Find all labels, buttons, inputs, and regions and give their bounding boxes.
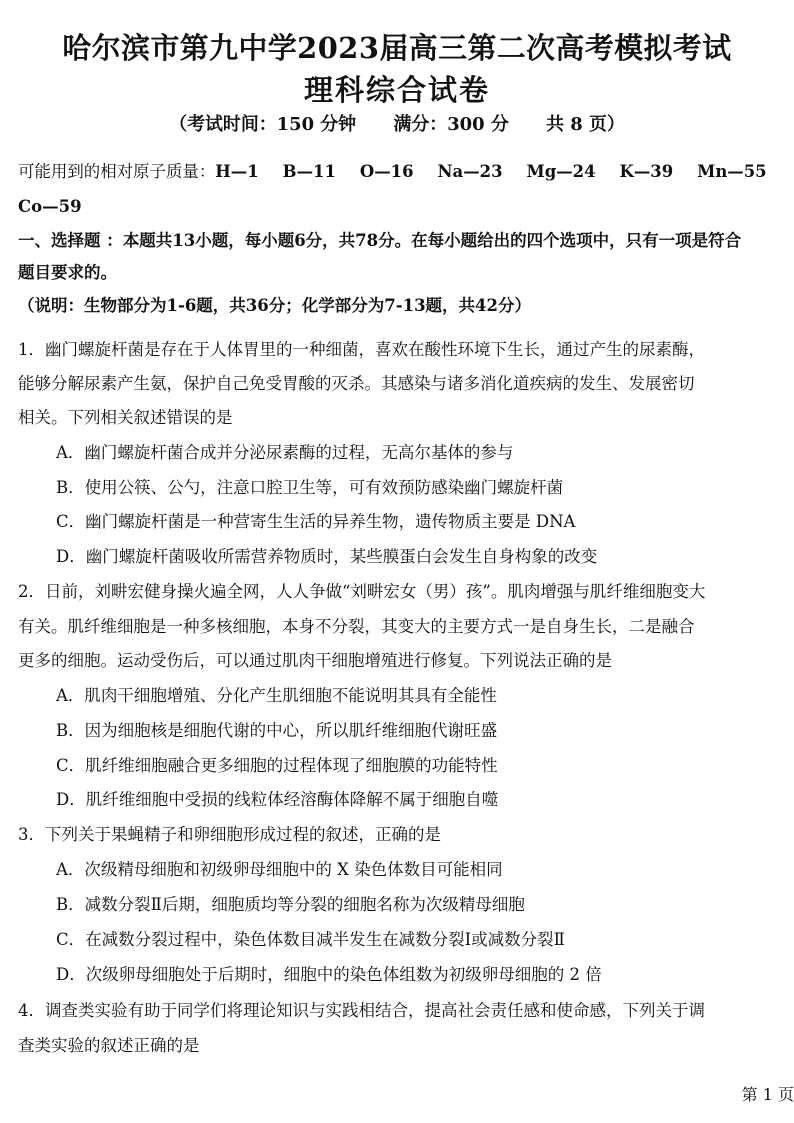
atomic-mass-b: B—11: [282, 162, 336, 181]
question-1-option-a: A．幽门螺旋杆菌合成并分泌尿素酶的过程，无高尔基体的参与: [56, 443, 514, 462]
exam-subtitle: 理科综合试卷: [303, 73, 490, 107]
question-2-stem: 2．日前，刘畊宏健身操火遍全网，人人争做“刘畊宏女（男）孩”。肌肉增强与肌纤维细胞变大: [18, 582, 706, 601]
question-2-option-a: A．肌肉干细胞增殖、分化产生肌细胞不能说明其具有全能性: [56, 686, 497, 705]
question-3-stem: 3．下列关于果蝇精子和卵细胞形成过程的叙述，正确的是: [18, 825, 441, 844]
question-1-stem: 能够分解尿素产生氨，保护自己免受胃酸的灭杀。其感染与诸多消化道疾病的发生、发展密切: [18, 374, 695, 393]
page-number: 第 1 页: [741, 1085, 794, 1104]
question-1-stem: 相关。下列相关叙述错误的是: [18, 408, 233, 427]
question-3-option-a: A．次级精母细胞和初级卵母细胞中的 X 染色体数目可能相同: [56, 860, 503, 879]
atomic-mass-mg: Mg—24: [526, 162, 596, 181]
atomic-mass-h: H—1: [215, 162, 259, 181]
section-heading-cont: 题目要求的。: [18, 263, 117, 282]
atomic-masses-label: 可能用到的相对原子质量：: [18, 162, 216, 181]
question-1-option-d: D．幽门螺旋杆菌吸收所需营养物质时，某些膜蛋白会发生自身构象的改变: [56, 547, 598, 566]
atomic-mass-co: Co—59: [18, 197, 82, 216]
question-2-option-c: C．肌纤维细胞融合更多细胞的过程体现了细胞膜的功能特性: [56, 756, 498, 775]
atomic-mass-mn: Mn—55: [697, 162, 767, 181]
question-2-stem: 更多的细胞。运动受伤后，可以通过肌肉干细胞增殖进行修复。下列说法正确的是: [18, 651, 612, 670]
section-note: （说明：生物部分为1-6题，共36分；化学部分为7-13题，共42分）: [18, 296, 532, 315]
exam-info: （考试时间：150 分钟 满分：300 分 共 8 页）: [169, 114, 625, 135]
atomic-mass-o: O—16: [359, 162, 414, 181]
question-3-option-d: D．次级卵母细胞处于后期时，细胞中的染色体组数为初级卵母细胞的 2 倍: [56, 965, 602, 984]
question-2-stem: 有关。肌纤维细胞是一种多核细胞，本身不分裂，其变大的主要方式一是自身生长，二是融合: [18, 617, 695, 636]
question-1-option-c: C．幽门螺旋杆菌是一种营寄生生活的异养生物，遗传物质主要是 DNA: [56, 512, 576, 531]
question-1-option-b: B．使用公筷、公勺，注意口腔卫生等，可有效预防感染幽门螺旋杆菌: [56, 478, 564, 497]
question-1-stem: 1．幽门螺旋杆菌是存在于人体胃里的一种细菌，喜欢在酸性环境下生长，通过产生的尿素酶，: [18, 340, 705, 359]
atomic-mass-na: Na—23: [437, 162, 503, 181]
atomic-masses: [18, 161, 788, 183]
question-4-stem: 4．调查类实验有助于同学们将理论知识与实践相结合，提高社会责任感和使命感，下列关于调: [18, 1001, 705, 1020]
question-3-option-b: B．减数分裂Ⅱ后期，细胞质均等分裂的细胞名称为次级精母细胞: [56, 895, 525, 914]
exam-title: 哈尔滨市第九中学2023届高三第二次高考模拟考试: [62, 31, 732, 65]
section-heading: 一、选择题 ：本题共13小题，每小题6分，共78分。在每小题给出的四个选项中，只有一项是符合: [18, 231, 742, 250]
question-4-stem: 查类实验的叙述正确的是: [18, 1036, 200, 1055]
question-2-option-b: B．因为细胞核是细胞代谢的中心，所以肌纤维细胞代谢旺盛: [56, 721, 498, 740]
question-2-option-d: D．肌纤维细胞中受损的线粒体经溶酶体降解不属于细胞自噬: [56, 790, 499, 809]
question-3-option-c: C．在减数分裂过程中，染色体数目减半发生在减数分裂Ⅰ或减数分裂Ⅱ: [56, 930, 565, 949]
atomic-mass-k: K—39: [619, 162, 674, 181]
